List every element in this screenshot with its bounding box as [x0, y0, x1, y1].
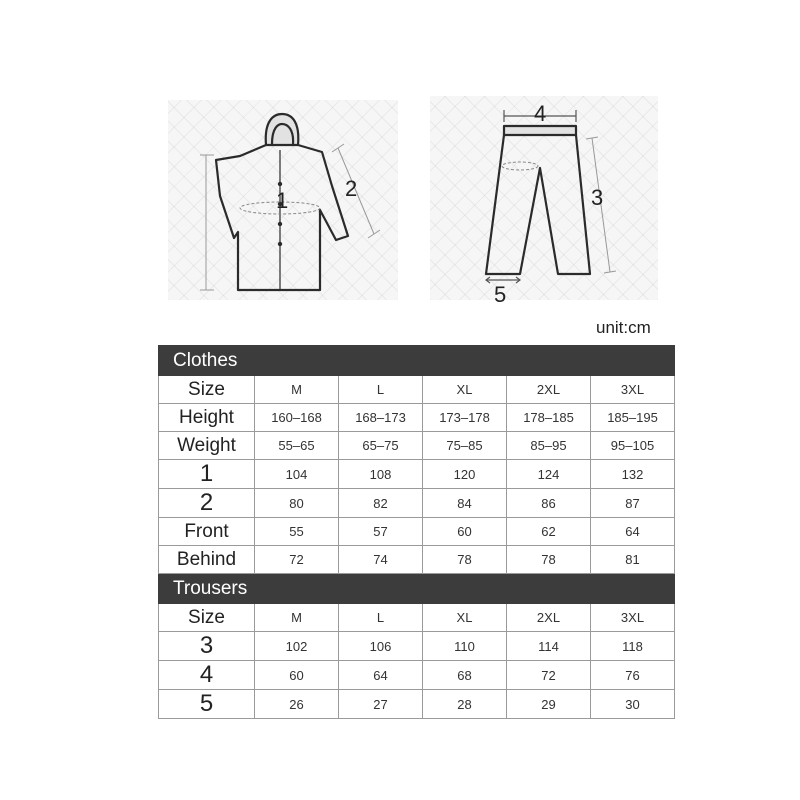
- table-cell: 82: [339, 489, 423, 518]
- row-label: Weight: [159, 432, 255, 460]
- table-cell: 72: [507, 661, 591, 690]
- table-cell: XL: [423, 376, 507, 404]
- table-cell: 64: [591, 518, 675, 546]
- clothes-row: [159, 432, 675, 460]
- row-label: Front: [159, 518, 255, 546]
- jacket-label-1: 1: [276, 188, 289, 213]
- trousers-row: [159, 604, 675, 632]
- table-cell: 28: [423, 690, 507, 719]
- pants-label-4: 4: [534, 101, 547, 126]
- table-cell: 2XL: [507, 376, 591, 404]
- trousers-row: [159, 661, 675, 690]
- table-cell: 110: [423, 632, 507, 661]
- table-cell: 3XL: [591, 376, 675, 404]
- table-cell: 3XL: [591, 604, 675, 632]
- pants-label-5: 5: [494, 282, 507, 307]
- table-cell: 2XL: [507, 604, 591, 632]
- table-cell: 173–178: [423, 404, 507, 432]
- table-cell: 78: [423, 546, 507, 574]
- row-label: Height: [159, 404, 255, 432]
- clothes-section-title: Clothes: [159, 346, 675, 376]
- trousers-section-title: Trousers: [159, 574, 675, 604]
- table-cell: M: [255, 604, 339, 632]
- clothes-row: [159, 546, 675, 574]
- pants-illustration: [430, 96, 658, 300]
- table-cell: M: [255, 376, 339, 404]
- row-label: 1: [159, 460, 255, 489]
- size-chart-body: [159, 346, 675, 719]
- table-cell: 62: [507, 518, 591, 546]
- row-label: 3: [159, 632, 255, 661]
- row-label: Size: [159, 376, 255, 404]
- table-cell: 168–173: [339, 404, 423, 432]
- table-cell: 84: [423, 489, 507, 518]
- trousers-section-header: [159, 574, 675, 604]
- table-cell: 72: [255, 546, 339, 574]
- trousers-row: [159, 690, 675, 719]
- row-label: 5: [159, 690, 255, 719]
- table-cell: 114: [507, 632, 591, 661]
- table-cell: 26: [255, 690, 339, 719]
- table-cell: 95–105: [591, 432, 675, 460]
- row-label: Behind: [159, 546, 255, 574]
- table-cell: 55–65: [255, 432, 339, 460]
- table-cell: 78: [507, 546, 591, 574]
- jacket-label-2: 2: [345, 176, 358, 201]
- row-label: Size: [159, 604, 255, 632]
- table-cell: 64: [339, 661, 423, 690]
- clothes-row: [159, 376, 675, 404]
- table-cell: 60: [423, 518, 507, 546]
- jacket-diagram: [168, 100, 398, 300]
- clothes-row: [159, 489, 675, 518]
- row-label: 2: [159, 489, 255, 518]
- table-cell: 102: [255, 632, 339, 661]
- table-cell: 124: [507, 460, 591, 489]
- table-cell: 57: [339, 518, 423, 546]
- trousers-row: [159, 632, 675, 661]
- table-cell: L: [339, 376, 423, 404]
- table-cell: 30: [591, 690, 675, 719]
- table-cell: XL: [423, 604, 507, 632]
- table-cell: 86: [507, 489, 591, 518]
- table-cell: 118: [591, 632, 675, 661]
- table-cell: 87: [591, 489, 675, 518]
- table-cell: 76: [591, 661, 675, 690]
- table-cell: 178–185: [507, 404, 591, 432]
- table-cell: L: [339, 604, 423, 632]
- row-label: 4: [159, 661, 255, 690]
- table-cell: 185–195: [591, 404, 675, 432]
- size-chart-table: [158, 345, 675, 719]
- table-cell: 55: [255, 518, 339, 546]
- table-cell: 27: [339, 690, 423, 719]
- clothes-row: [159, 518, 675, 546]
- pants-diagram: [430, 96, 658, 307]
- table-cell: 85–95: [507, 432, 591, 460]
- table-cell: 106: [339, 632, 423, 661]
- table-cell: 74: [339, 546, 423, 574]
- table-cell: 160–168: [255, 404, 339, 432]
- clothes-section-header: [159, 346, 675, 376]
- pants-label-3: 3: [591, 185, 604, 210]
- table-cell: 120: [423, 460, 507, 489]
- clothes-row: [159, 404, 675, 432]
- table-cell: 80: [255, 489, 339, 518]
- table-cell: 81: [591, 546, 675, 574]
- table-cell: 60: [255, 661, 339, 690]
- table-cell: 108: [339, 460, 423, 489]
- table-cell: 104: [255, 460, 339, 489]
- clothes-row: [159, 460, 675, 489]
- table-cell: 29: [507, 690, 591, 719]
- table-cell: 68: [423, 661, 507, 690]
- table-cell: 65–75: [339, 432, 423, 460]
- table-cell: 75–85: [423, 432, 507, 460]
- table-cell: 132: [591, 460, 675, 489]
- unit-label: unit:cm: [596, 318, 651, 337]
